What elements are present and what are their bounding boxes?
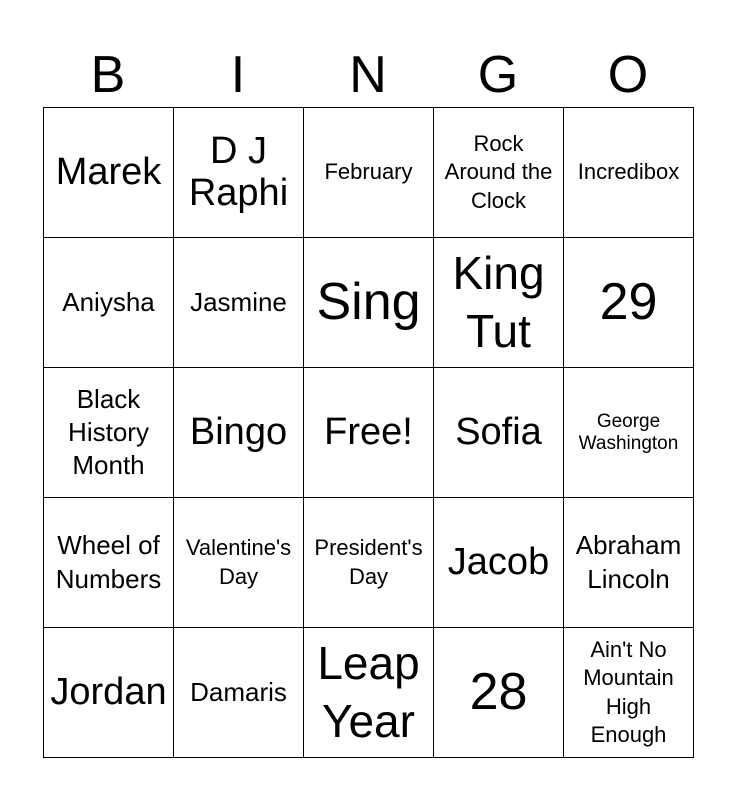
bingo-cell[interactable]: Jasmine (174, 238, 304, 368)
bingo-cell[interactable]: Marek (44, 108, 174, 238)
header-letter-b: B (90, 46, 126, 104)
bingo-cell[interactable]: Jordan (44, 628, 174, 758)
bingo-cell[interactable]: Leap Year (304, 628, 434, 758)
bingo-cell[interactable]: Aniysha (44, 238, 174, 368)
bingo-cell[interactable]: King Tut (434, 238, 564, 368)
bingo-cell[interactable]: 28 (434, 628, 564, 758)
bingo-cell[interactable]: Incredibox (564, 108, 694, 238)
bingo-cell[interactable]: Bingo (174, 368, 304, 498)
bingo-cell[interactable]: Valentine's Day (174, 498, 304, 628)
header-letter-i: I (230, 46, 246, 104)
bingo-cell[interactable]: Sing (304, 238, 434, 368)
bingo-cell[interactable]: Black History Month (44, 368, 174, 498)
bingo-card (43, 107, 694, 758)
header-letter-g: G (477, 46, 519, 104)
bingo-cell[interactable]: Wheel of Numbers (44, 498, 174, 628)
bingo-cell[interactable]: Damaris (174, 628, 304, 758)
bingo-cell[interactable]: 29 (564, 238, 694, 368)
bingo-header (43, 42, 693, 108)
bingo-cell[interactable]: D J Raphi (174, 108, 304, 238)
bingo-cell[interactable]: Ain't No Mountain High Enough (564, 628, 694, 758)
header-letter-o: O (607, 46, 649, 104)
bingo-cell[interactable]: Abraham Lincoln (564, 498, 694, 628)
bingo-cell[interactable]: Sofia (434, 368, 564, 498)
bingo-cell[interactable]: President's Day (304, 498, 434, 628)
free-space-cell[interactable]: Free! (304, 368, 434, 498)
bingo-cell[interactable]: George Washington (564, 368, 694, 498)
bingo-cell[interactable]: Jacob (434, 498, 564, 628)
bingo-cell[interactable]: February (304, 108, 434, 238)
bingo-cell[interactable]: Rock Around the Clock (434, 108, 564, 238)
header-letter-n: N (349, 46, 387, 104)
